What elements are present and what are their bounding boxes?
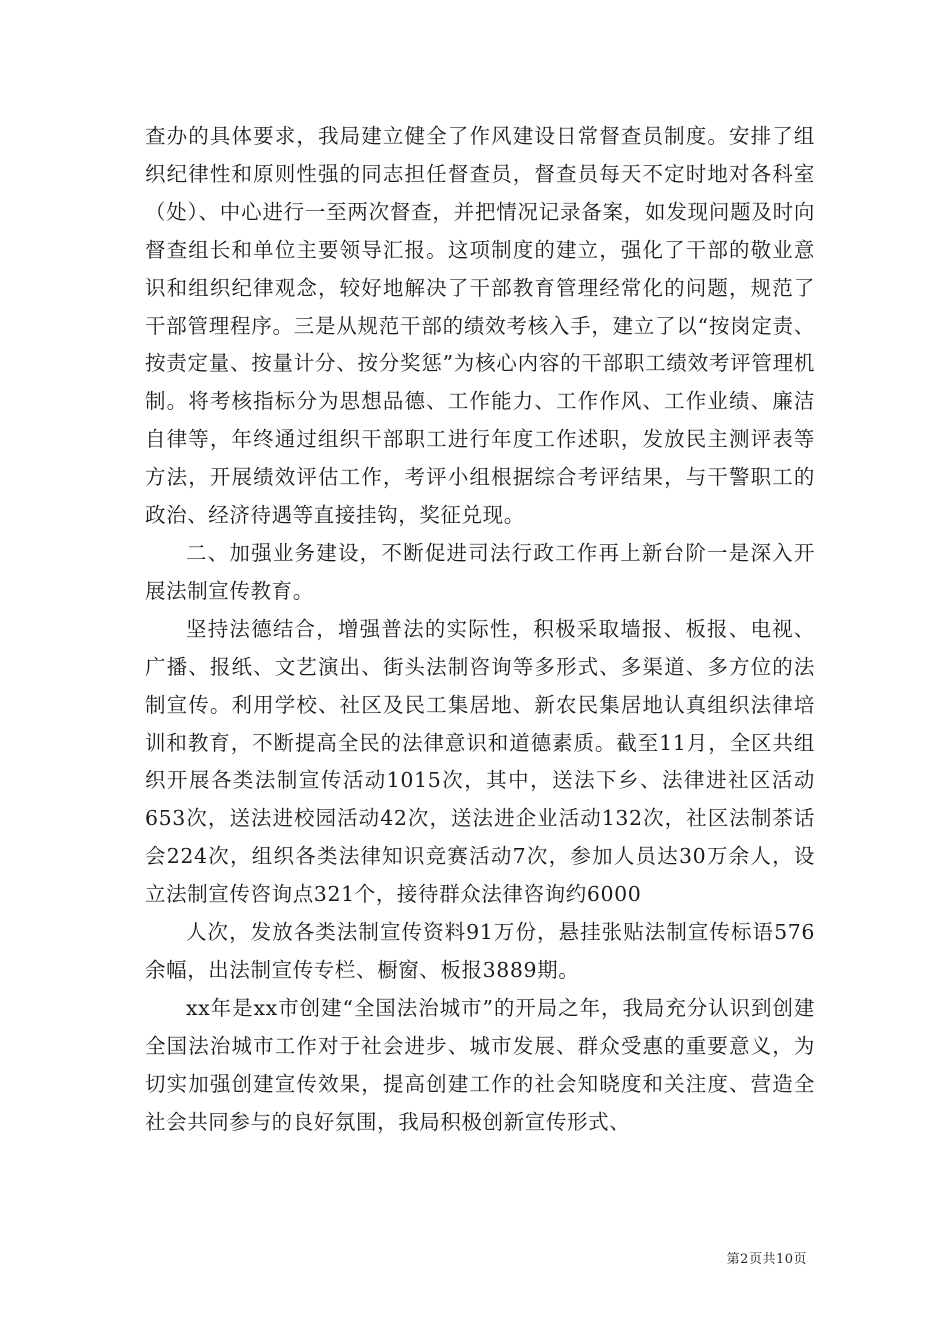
paragraph-3: 坚持法德结合，增强普法的实际性，积极采取墙报、板报、电视、广播、报纸、文艺演出、街头法制咨询等多形式、多渠道、多方位的法制宣传。利用学校、社区及民工集居地、新农民集居地认真组织法律培训和教育，不断提高全民的法律意识和道德素质。截至11月，全区共组织开展各类法制宣传活动1015次，其中，送法下乡、法律进社区活动653次，送法进校园活动42次，送法进企业活动132次，社区法制茶话会224次，组织各类法律知识竞赛活动7次，参加人员达30万余人，设立法制宣传咨询点321个，接待群众法律咨询约6000 bbox=[145, 616, 815, 907]
paragraph-2: 二、加强业务建设，不断促进司法行政工作再上新台阶一是深入开展法制宣传教育。 bbox=[145, 540, 815, 603]
paragraph-5: xx年是xx市创建“全国法治城市”的开局之年，我局充分认识到创建全国法治城市工作对于社会进步、城市发展、群众受惠的重要意义，为切实加强创建宣传效果，提高创建工作的社会知晓度和关注度、营造全社会共同参与的良好氛围，我局积极创新宣传形式、 bbox=[145, 995, 815, 1134]
document-body bbox=[145, 118, 815, 1141]
page-number: 第2页共10页 bbox=[726, 1252, 807, 1267]
paragraph-1: 查办的具体要求，我局建立健全了作风建设日常督查员制度。安排了组织纪律性和原则性强的同志担任督查员，督查员每天不定时地对各科室（处）、中心进行一至两次督查，并把情况记录备案，如发现问题及时向督查组长和单位主要领导汇报。这项制度的建立，强化了干部的敬业意识和组织纪律观念，较好地解决了干部教育管理经常化的问题，规范了干部管理程序。三是从规范干部的绩效考核入手，建立了以“按岗定责、按责定量、按量计分、按分奖惩”为核心内容的干部职工绩效考评管理机制。将考核指标分为思想品德、工作能力、工作作风、工作业绩、廉洁自律等，年终通过组织干部职工进行年度工作述职，发放民主测评表等方法，开展绩效评估工作，考评小组根据综合考评结果，与干警职工的政治、经济待遇等直接挂钩，奖征兑现。 bbox=[145, 124, 815, 528]
paragraph-4: 人次，发放各类法制宣传资料91万份，悬挂张贴法制宣传标语576余幅，出法制宣传专栏、橱窗、板报3889期。 bbox=[145, 920, 815, 982]
